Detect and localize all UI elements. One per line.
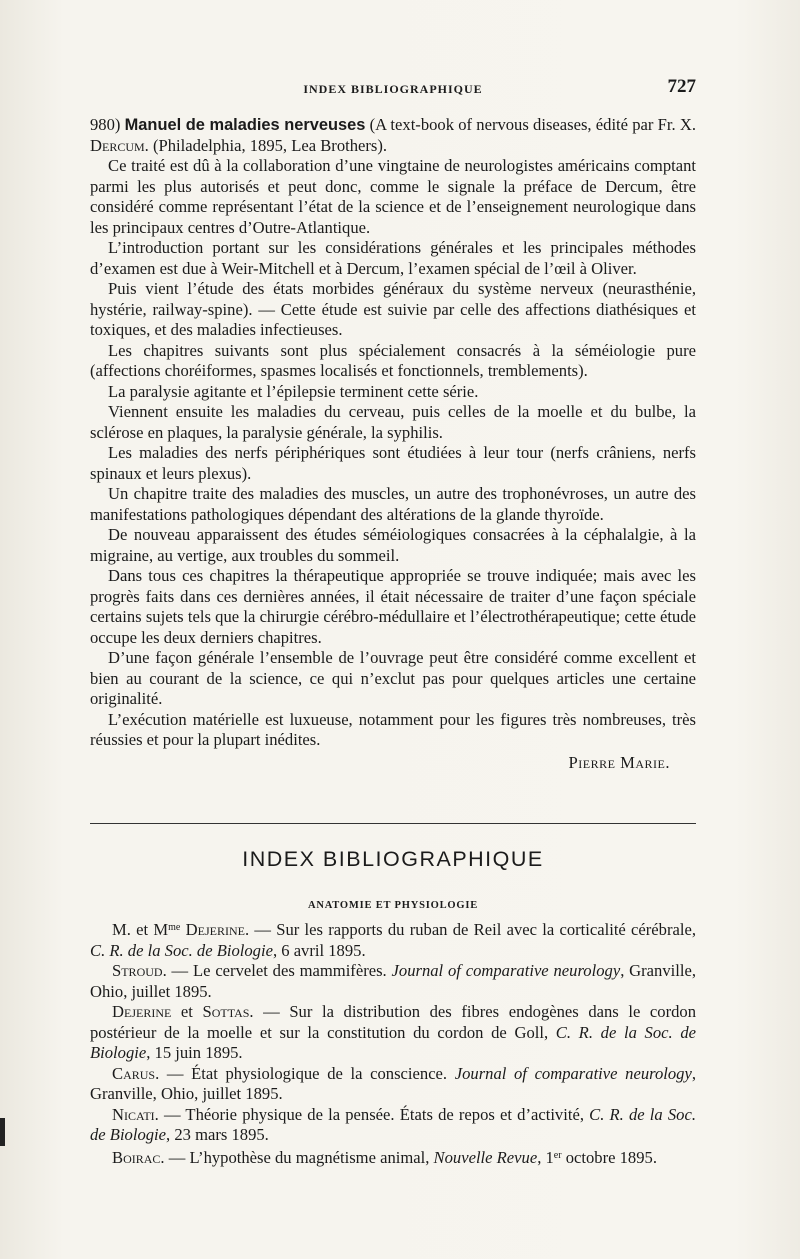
index-subheading: ANATOMIE ET PHYSIOLOGIE bbox=[307, 900, 479, 911]
review-editor: Dercum. bbox=[90, 135, 149, 155]
entry-source: Journal of comparative neurology bbox=[454, 1063, 692, 1083]
entry-title: . — Sur la distribution des fibres endogènes dans le cordon postérieur de la moelle et sur la constitution du cordon de Goll, bbox=[90, 1002, 696, 1042]
review-paragraph: Un chapitre traite des maladies des muscles, un autre des trophonévroses, un autre des manifestations pathologiques dépendant des altérations de la glande thyroïde. bbox=[90, 484, 696, 524]
bibliography-entry bbox=[90, 1002, 696, 1064]
index-heading: INDEX BIBLIOGRAPHIQUE bbox=[242, 847, 544, 871]
review-citation bbox=[90, 115, 696, 156]
entry-author-prefix: M. et M bbox=[112, 920, 169, 939]
entry-author: Dejerine bbox=[185, 920, 245, 939]
review-paragraph: L’exécution matérielle est luxueuse, notamment pour les figures très nombreuses, très réussies et pour la plupart inédites. bbox=[90, 709, 696, 749]
entry-title: . — Théorie physique de la pensée. États de repos et d’activité, bbox=[154, 1104, 590, 1124]
review-signature: Pierre Marie. bbox=[568, 752, 670, 772]
entry-author: Carus bbox=[112, 1063, 156, 1083]
entry-date: octobre 1895. bbox=[561, 1147, 657, 1167]
review-paragraph: Viennent ensuite les maladies du cerveau, puis celles de la moelle et du bulbe, la sclérose en plaques, la paralysie générale, la syphilis. bbox=[90, 402, 696, 442]
review-paragraph: Puis vient l’étude des états morbides généraux du système nerveux (neurasthénie, hystérie, railway-spine). — Cette étude est suivie par celle des affections diathésiques et toxiques, et des maladies infectieuses. bbox=[90, 279, 696, 339]
book-review bbox=[90, 115, 696, 773]
bibliography-entry bbox=[90, 1146, 696, 1169]
entry-title: . — État physiologique de la conscience. bbox=[155, 1063, 455, 1083]
entry-source: C. R. de la Soc. de Biologie bbox=[90, 1104, 696, 1144]
bibliography-entry bbox=[90, 1105, 696, 1146]
review-citation-rest: (A text-book of nervous diseases, édité par Fr. X. bbox=[369, 115, 696, 134]
entry-author: Dejerine bbox=[112, 1002, 172, 1021]
review-citation-end: (Philadelphia, 1895, Lea Brothers). bbox=[152, 135, 388, 155]
bibliography-entry bbox=[90, 918, 696, 961]
running-title: INDEX BIBLIOGRAPHIQUE bbox=[303, 82, 483, 96]
bibliography-entry bbox=[90, 1064, 696, 1105]
binding-shadow-mark bbox=[0, 1118, 5, 1146]
entry-source: Journal of comparative neurology bbox=[391, 961, 621, 980]
entry-date: , Granville, Ohio, juillet 1895. bbox=[90, 961, 696, 1001]
entry-source: C. R. de la Soc. de Biologie bbox=[90, 940, 273, 960]
entry-author-join: et bbox=[171, 1002, 203, 1021]
entry-date: , 23 mars 1895. bbox=[166, 1125, 269, 1144]
review-paragraph: D’une façon générale l’ensemble de l’ouvrage peut être considéré comme excellent et bien au courant de la science, ce qui n’exclut pas pour quelques articles une certaine originalité. bbox=[90, 648, 696, 708]
entry-date-superscript: er bbox=[553, 1149, 562, 1161]
running-head bbox=[90, 76, 696, 102]
entry-author-second: Sottas bbox=[202, 1002, 250, 1021]
entry-title: . — Le cervelet des mammifères. bbox=[162, 961, 392, 980]
entry-source: Nouvelle Revue bbox=[433, 1147, 538, 1167]
entry-title: . — L’hypothèse du magnétisme animal, bbox=[160, 1147, 434, 1167]
review-paragraph: Les maladies des nerfs périphériques sont étudiées à leur tour (nerfs crâniens, nerfs spinaux et leurs plexus). bbox=[90, 443, 696, 483]
review-book-title: Manuel de maladies nerveuses bbox=[124, 116, 366, 134]
page-number: 727 bbox=[667, 76, 696, 97]
entry-title: . — Sur les rapports du ruban de Reil avec la corticalité cérébrale, bbox=[244, 920, 696, 939]
review-paragraph: Dans tous ces chapitres la thérapeutique appropriée se trouve indiquée; mais avec les progrès faits dans ces dernières années, il était nécessaire de traiter d’une façon spéciale certains sujets tels que la chirurgie cérébro-médullaire et l’électrothérapeutique; cette étude occupe les deux derniers chapitres. bbox=[90, 566, 696, 647]
entry-author: Stroud bbox=[112, 961, 163, 980]
entry-author: Boirac bbox=[112, 1147, 161, 1167]
entry-source: C. R. de la Soc. de Biologie bbox=[90, 1022, 696, 1062]
review-paragraph: L’introduction portant sur les considérations générales et les principales méthodes d’examen est due à Weir-Mitchell et à Dercum, l’examen spécial de l’œil à Oliver. bbox=[90, 238, 696, 278]
entry-date-prefix: , 1 bbox=[537, 1147, 554, 1167]
bibliography-entry bbox=[90, 961, 696, 1002]
entry-date: , Granville, Ohio, juillet 1895. bbox=[90, 1063, 696, 1103]
entry-date: , 6 avril 1895. bbox=[272, 940, 366, 960]
review-paragraph: Ce traité est dû à la collaboration d’une vingtaine de neurologistes américains comptant parmi les plus autorisés et peut donc, comme le signale la préface de Dercum, être considéré comme représentant l’état de la science et de l’enseignement neurologique dans les principaux centres d’Outre-Atlantique. bbox=[90, 156, 696, 237]
section-divider bbox=[90, 823, 696, 824]
review-paragraph: La paralysie agitante et l’épilepsie terminent cette série. bbox=[108, 381, 479, 401]
entry-author-superscript: me bbox=[168, 922, 181, 933]
review-paragraph: Les chapitres suivants sont plus spécialement consacrés à la séméiologie pure (affections choréiformes, spasmes localisés et fonctionnels, tremblements). bbox=[90, 340, 696, 380]
entry-date: , 15 juin 1895. bbox=[146, 1043, 243, 1062]
bibliography-list bbox=[90, 918, 696, 1168]
review-paragraph: De nouveau apparaissent des études séméiologiques consacrées à la céphalalgie, à la migraine, au vertige, aux troubles du sommeil. bbox=[90, 525, 696, 565]
review-number: 980) bbox=[90, 115, 121, 134]
entry-author: Nicati bbox=[112, 1104, 155, 1124]
